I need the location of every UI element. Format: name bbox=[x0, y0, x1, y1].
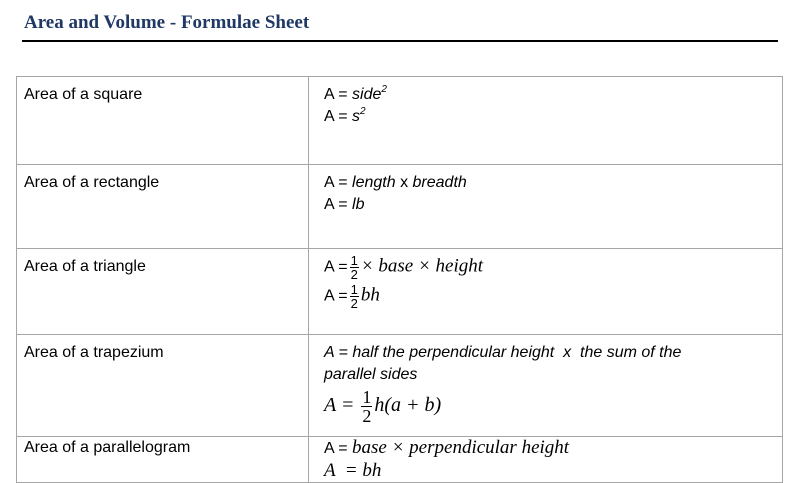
fraction bbox=[350, 254, 359, 281]
formula-body: bh bbox=[360, 284, 380, 306]
formula-prefix: A = bbox=[324, 196, 353, 213]
formula-prefix: A = bbox=[324, 440, 353, 457]
formula-body: side bbox=[352, 86, 382, 103]
formula-cell bbox=[309, 249, 783, 335]
formula-line bbox=[324, 437, 782, 460]
fraction bbox=[361, 388, 372, 425]
exponent: 2 bbox=[381, 84, 387, 95]
exponent: 2 bbox=[360, 106, 366, 117]
formula-cell bbox=[309, 335, 783, 437]
table-row bbox=[17, 437, 783, 483]
page-title: Area and Volume - Formulae Sheet bbox=[24, 12, 310, 33]
fraction bbox=[350, 283, 359, 310]
shape-name: Area of a triangle bbox=[17, 249, 309, 335]
formula-line bbox=[324, 283, 782, 310]
table-row bbox=[17, 249, 783, 335]
formula-prefix: A = bbox=[324, 258, 348, 276]
fraction-numerator: 1 bbox=[350, 282, 358, 297]
table-row bbox=[17, 77, 783, 165]
formula-line bbox=[324, 106, 782, 128]
fraction-denominator: 2 bbox=[350, 296, 358, 311]
formula-prefix: A = bbox=[324, 86, 353, 103]
formula-text: A = half the perpendicular height x the sum of the bbox=[324, 344, 682, 361]
formula-prefix: A = bbox=[324, 287, 348, 305]
fraction-numerator: 1 bbox=[350, 253, 358, 268]
formula-cell bbox=[309, 437, 783, 483]
shape-name: Area of a parallelogram bbox=[17, 437, 309, 483]
title-divider bbox=[22, 40, 778, 42]
formula-body: base × perpendicular height bbox=[352, 437, 570, 458]
shape-name: Area of a trapezium bbox=[17, 335, 309, 437]
formula-prefix: A = bbox=[324, 394, 360, 417]
formulae-table bbox=[16, 76, 783, 483]
formula-body: lb bbox=[352, 196, 365, 213]
formula-operator: x bbox=[395, 174, 413, 191]
formula-body: × base × height bbox=[360, 255, 484, 277]
formula-prefix: A = bbox=[324, 460, 363, 481]
formula-line bbox=[324, 194, 782, 216]
fraction-numerator: 1 bbox=[362, 387, 372, 407]
formula-body: bh bbox=[362, 460, 382, 481]
shape-name: Area of a rectangle bbox=[17, 165, 309, 249]
formula-line bbox=[324, 460, 782, 482]
formula-cell bbox=[309, 77, 783, 165]
formula-prefix: A = bbox=[324, 174, 353, 191]
table-row bbox=[17, 335, 783, 437]
formula-body: s bbox=[352, 108, 361, 125]
formula-line bbox=[324, 84, 782, 106]
table-row bbox=[17, 165, 783, 249]
formula-term: breadth bbox=[412, 174, 467, 191]
fraction-denominator: 2 bbox=[350, 267, 358, 282]
formula-term: length bbox=[352, 174, 396, 191]
formula-line bbox=[324, 388, 782, 425]
formula-line bbox=[324, 254, 782, 281]
shape-name: Area of a square bbox=[17, 77, 309, 165]
formula-cell bbox=[309, 165, 783, 249]
formula-prefix: A = bbox=[324, 108, 353, 125]
formula-body: h(a + b) bbox=[374, 394, 442, 417]
fraction-denominator: 2 bbox=[362, 406, 372, 426]
formula-text: parallel sides bbox=[324, 366, 418, 383]
formula-line bbox=[324, 172, 782, 194]
